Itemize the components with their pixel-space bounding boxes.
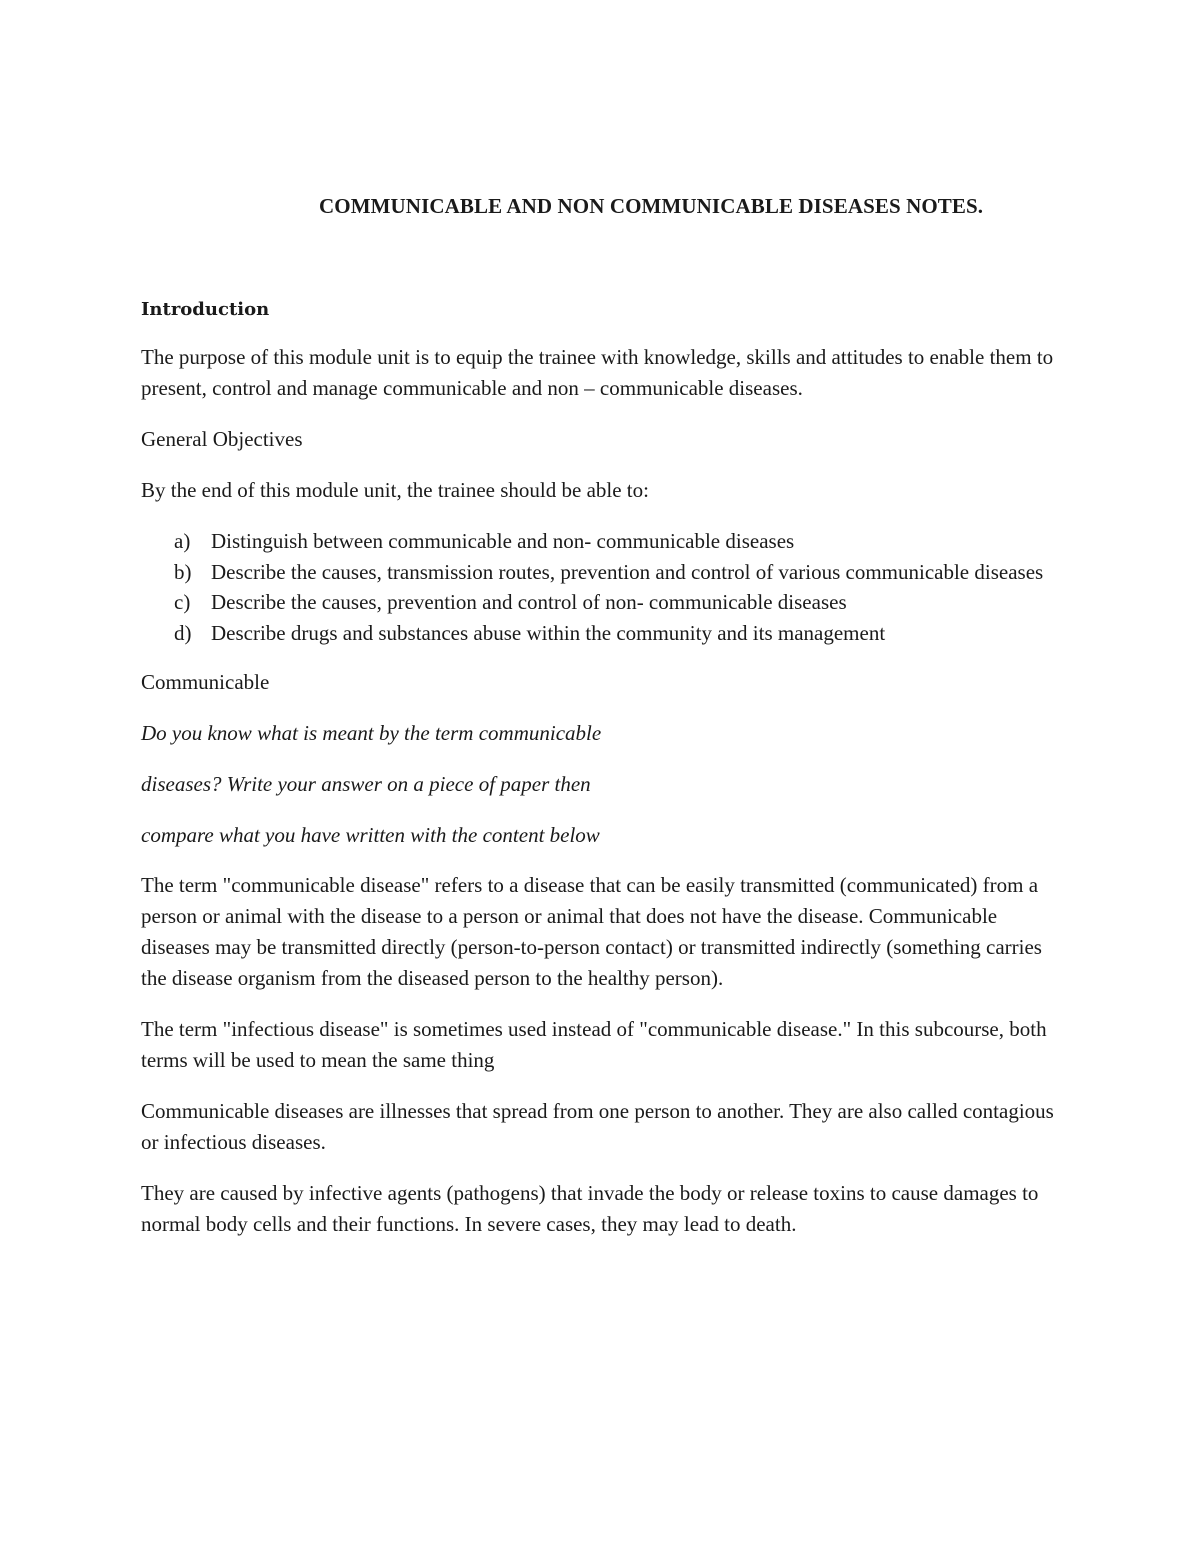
question-line: diseases? Write your answer on a piece of paper then (141, 772, 591, 796)
list-marker: b) (174, 559, 192, 584)
body-paragraph: The term "communicable disease" refers to a disease that can be easily transmitted (communicated) from a person or animal with the disease to a person or animal that does not have the disease. Communicable diseases may be transmitted directly (person-to-person contact) or transmitted indirectly (something carries the disease organism from the diseased person to the healthy person). (141, 873, 1042, 990)
list-marker: c) (174, 590, 191, 614)
list-item-text: Describe drugs and substances abuse within the community and its management (211, 620, 886, 645)
question-line: Do you know what is meant by the term communicable (141, 721, 602, 745)
list-item (141, 526, 1071, 557)
communicable-label: Communicable (141, 670, 270, 694)
document-title: COMMUNICABLE AND NON COMMUNICABLE DISEASES NOTES. (319, 194, 984, 218)
introduction-heading: Introduction (141, 299, 270, 320)
list-item (141, 557, 1071, 588)
list-item (141, 618, 1071, 649)
body-paragraph: They are caused by infective agents (pathogens) that invade the body or release toxins to cause damages to normal body cells and their functions. In severe cases, they may lead to death. (141, 1181, 1039, 1236)
list-marker: a) (174, 529, 191, 553)
list-item (141, 587, 1071, 618)
body-paragraph: Communicable diseases are illnesses that spread from one person to another. They are also called contagious or infectious diseases. (141, 1099, 1054, 1154)
list-item-text: Distinguish between communicable and non- communicable diseases (211, 529, 795, 553)
document-body (141, 294, 1071, 1260)
general-objectives-label: General Objectives (141, 427, 303, 451)
list-item-text: Describe the causes, transmission routes, prevention and control of various communicable diseases (211, 559, 1044, 584)
question-line: compare what you have written with the content below (141, 823, 600, 847)
introduction-paragraph: The purpose of this module unit is to equip the trainee with knowledge, skills and attitudes to enable them to present, control and manage communicable and non – communicable diseases. (141, 345, 1054, 400)
list-item-text: Describe the causes, prevention and control of non- communicable diseases (211, 590, 847, 614)
list-marker: d) (174, 620, 192, 645)
objectives-intro: By the end of this module unit, the trainee should be able to: (141, 478, 649, 502)
objectives-list (141, 526, 1071, 648)
body-paragraph: The term "infectious disease" is sometimes used instead of "communicable disease." In this subcourse, both terms will be used to mean the same thing (141, 1017, 1047, 1072)
